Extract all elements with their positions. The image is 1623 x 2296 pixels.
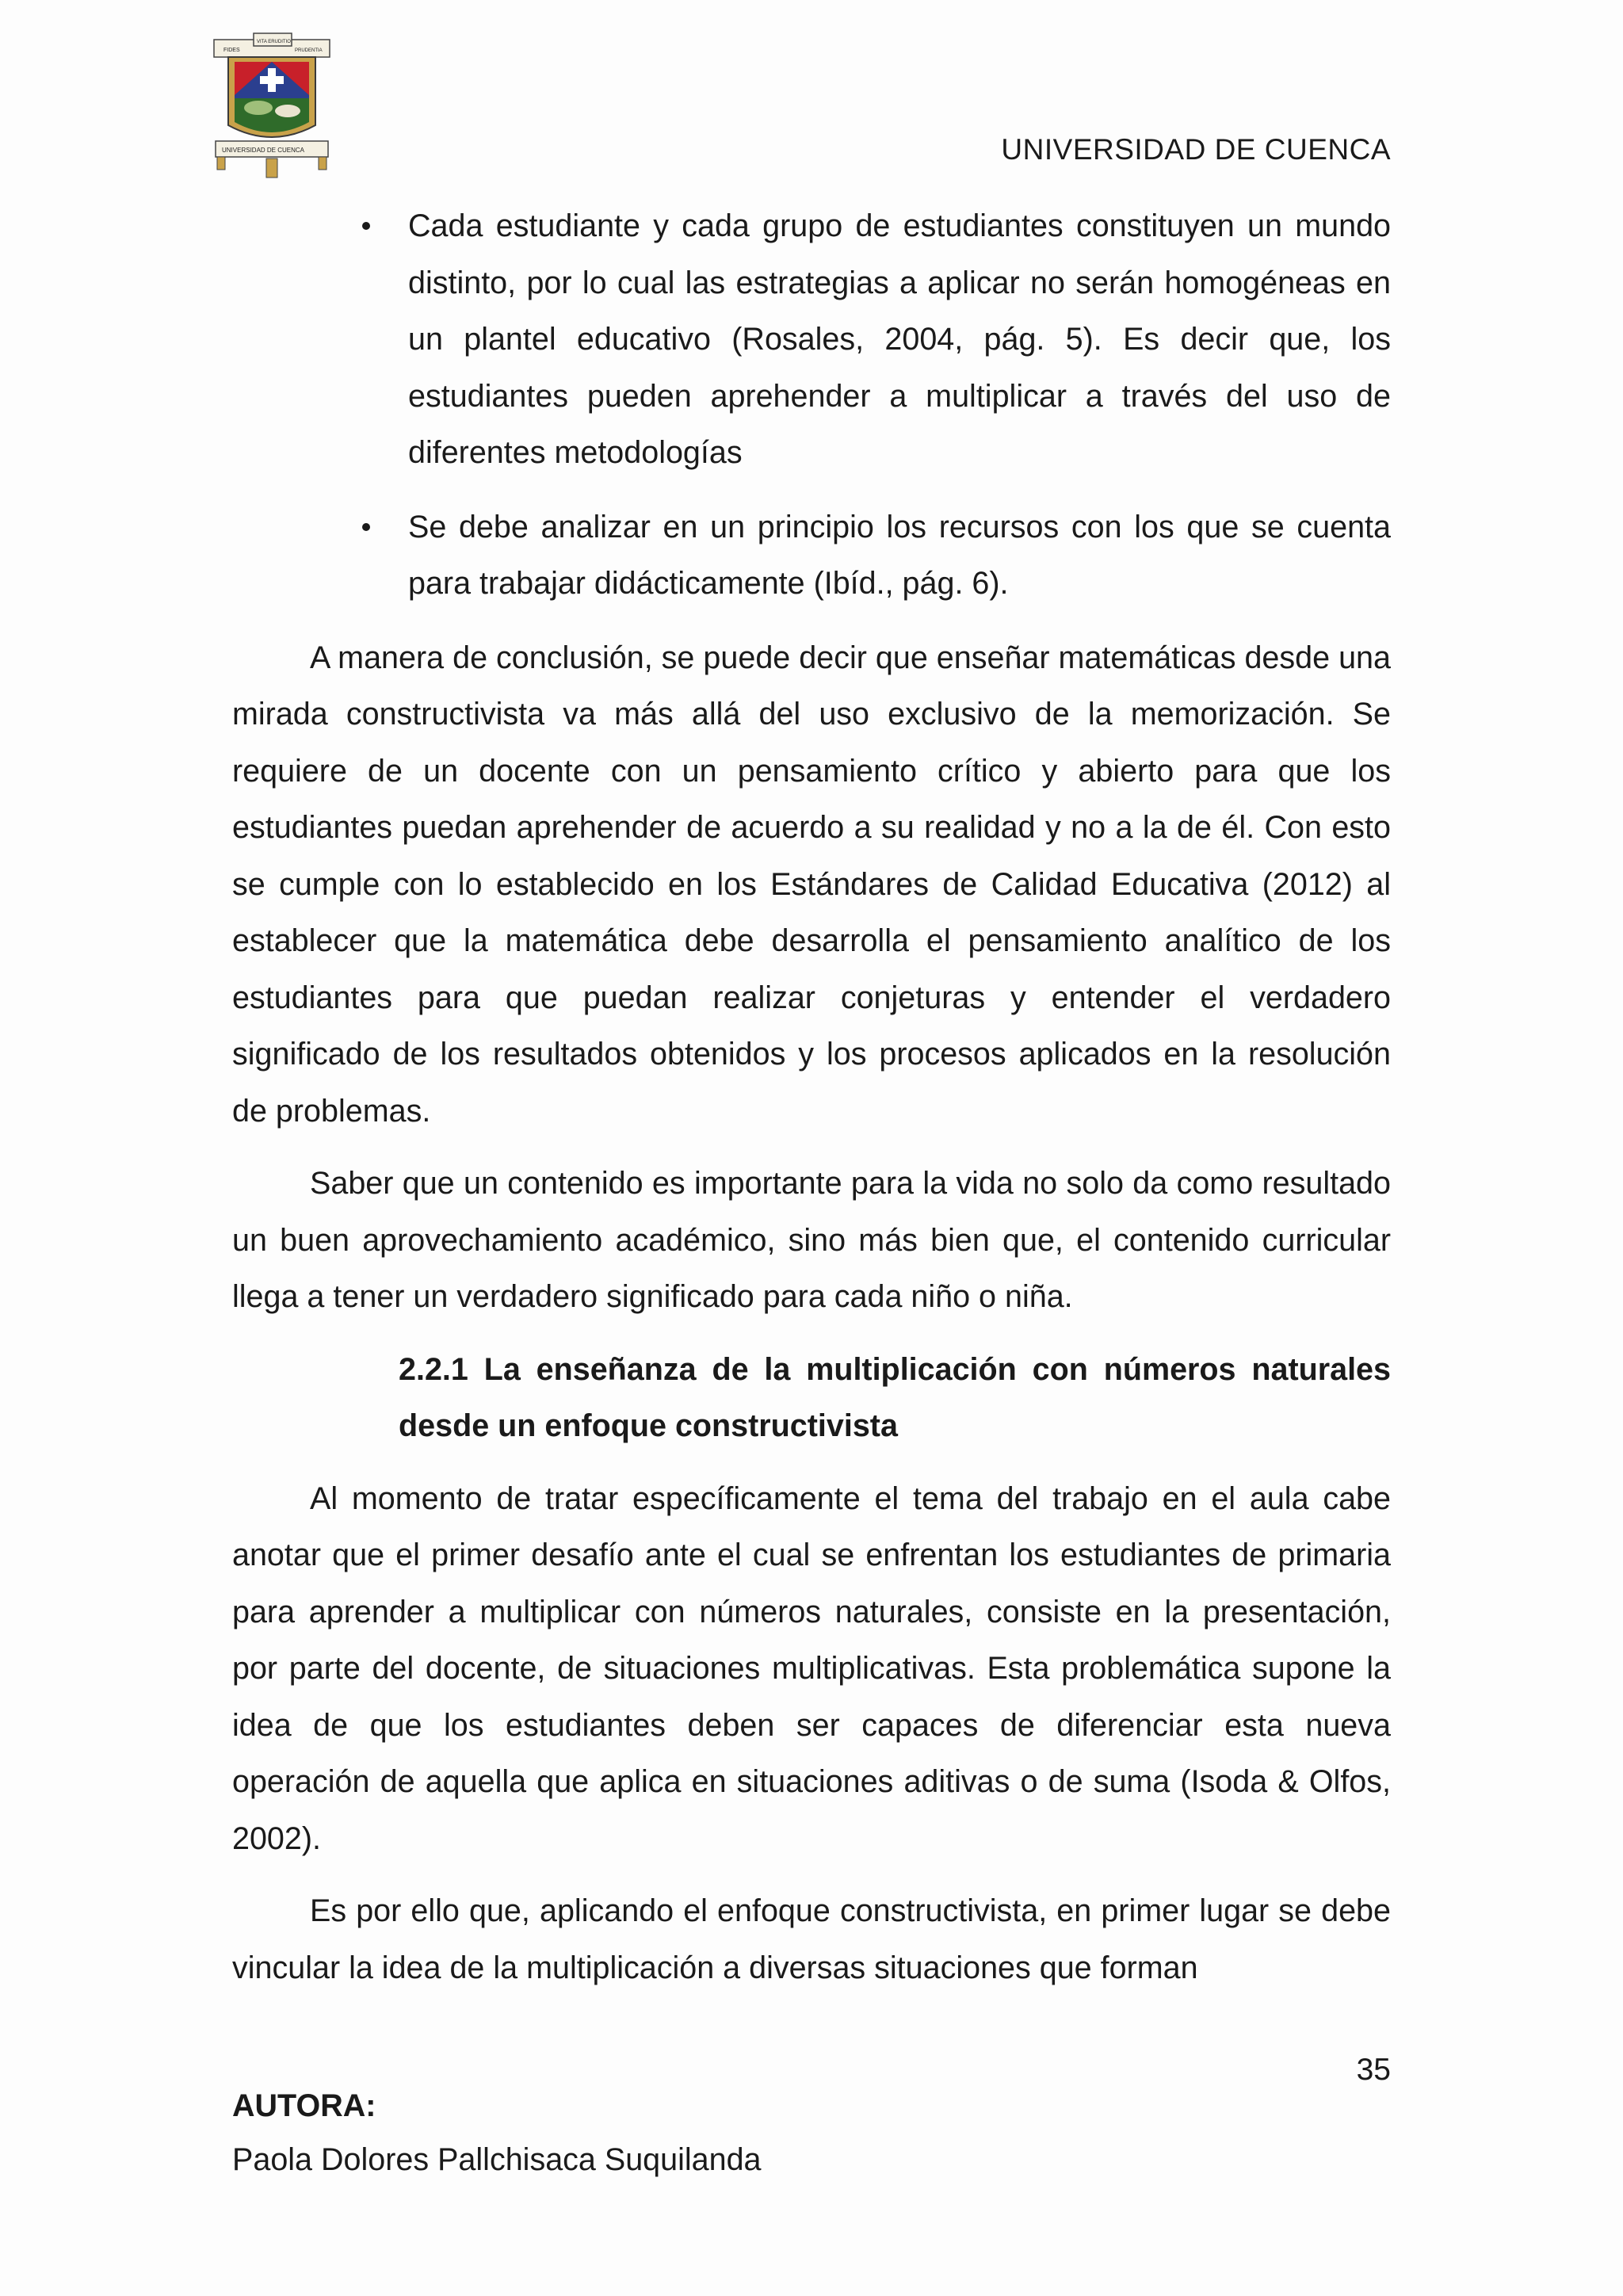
university-logo — [212, 22, 331, 181]
body-paragraph: A manera de conclusión, se puede decir que enseñar matemáticas desde una mirada constructivista va más allá del uso exclusivo de la memorización. Se requiere de un docente con un pensamiento crítico y abierto para que los estudiantes puedan aprehender de acuerdo a su realidad y no a la de él. Con esto se cumple con lo establecido en los Estándares de Calidad Educativa (2012) al establecer que la matemática debe desarrolla el pensamiento analítico de los estudiantes para que puedan realizar conjeturas y entender el verdadero significado de los resultados obtenidos y los procesos aplicados en la resolución de problemas. — [232, 640, 1391, 1129]
body-paragraph: Al momento de tratar específicamente el tema del trabajo en el aula cabe anotar que el primer desafío ante el cual se enfrentan los estudiantes de primaria para aprender a multiplicar con números naturales, consiste en la presentación, por parte del docente, de situaciones multiplicativas. Esta problemática supone la idea de que los estudiantes deben ser capaces de diferenciar esta nueva operación de aquella que aplica en situaciones aditivas o de suma (Isoda & Olfos, 2002). — [232, 1480, 1391, 1856]
section-heading: 2.2.1 La enseñanza de la multiplicación con números naturales desde un enfoque constructivista — [399, 1351, 1391, 1443]
bullet-dot-icon — [362, 222, 370, 230]
author-label: AUTORA: — [232, 2088, 376, 2123]
author-name: Paola Dolores Pallchisaca Suquilanda — [232, 2142, 762, 2177]
bullet-item — [232, 198, 1391, 482]
logo-motto-center: VITA ERUDITIO — [257, 40, 291, 44]
university-crest-icon — [212, 22, 331, 181]
institution-header: UNIVERSIDAD DE CUENCA — [1001, 133, 1391, 166]
bullet-list — [232, 198, 1391, 613]
bullet-dot-icon — [362, 523, 370, 531]
logo-banner-text: UNIVERSIDAD DE CUENCA — [222, 147, 305, 154]
bullet-text: Cada estudiante y cada grupo de estudiantes constituyen un mundo distinto, por lo cual las estrategias a aplicar no serán homogéneas en un plantel educativo (Rosales, 2004, pág. 5). Es decir que, los estudiantes pueden aprehender a multiplicar a través del uso de diferentes metodologías — [408, 208, 1391, 470]
page-number: 35 — [1356, 2053, 1391, 2087]
logo-motto-left: FIDES — [223, 48, 240, 53]
page-body — [232, 198, 1391, 2012]
bullet-text: Se debe analizar en un principio los recursos con los que se cuenta para trabajar didácticamente (Ibíd., pág. 6). — [408, 509, 1391, 601]
body-paragraph: Es por ello que, aplicando el enfoque constructivista, en primer lugar se debe vincular la idea de la multiplicación a diversas situaciones que forman — [232, 1893, 1391, 1985]
bullet-item — [232, 499, 1391, 613]
logo-motto-right: PRUDENTIA — [295, 48, 323, 53]
body-paragraph: Saber que un contenido es importante para la vida no solo da como resultado un buen aprovechamiento académico, sino más bien que, el contenido curricular llega a tener un verdadero significado para cada niño o niña. — [232, 1166, 1391, 1314]
